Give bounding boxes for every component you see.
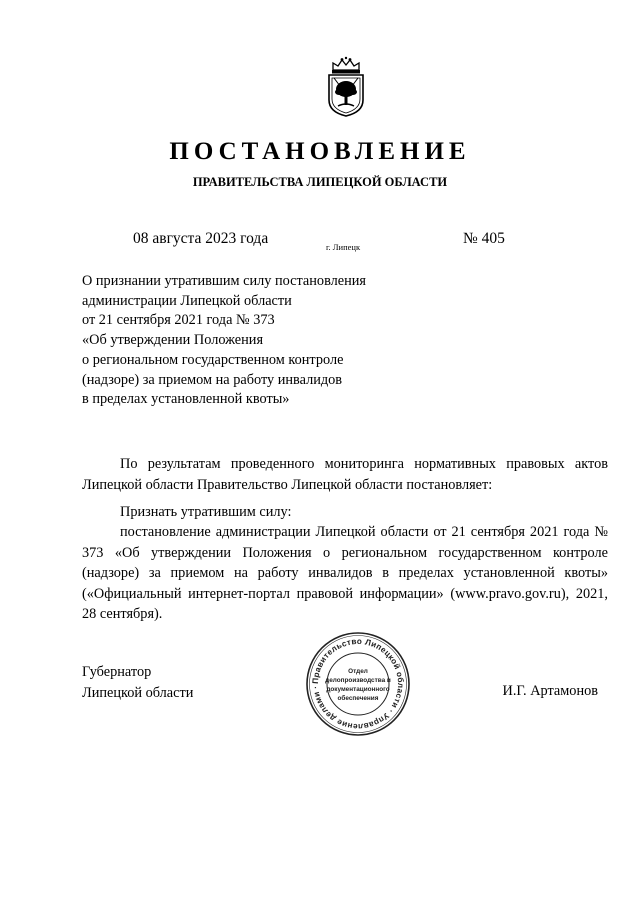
body-paragraph-1: По результатам проведенного мониторинга нормативных правовых актов Липецкой области Правительство Липецкой области постановляет:: [82, 456, 608, 493]
heading-line: О признании утратившим силу постановления: [82, 273, 366, 289]
heading-line: о региональном государственном контроле: [82, 351, 344, 368]
stamp-inner-line: обеспечения: [337, 695, 379, 702]
heading-line: в пределах установленной квоты»: [82, 391, 290, 408]
signer-position-line: Губернатор: [82, 664, 152, 680]
document-date: 08 августа 2023 года: [133, 230, 269, 247]
document-title: ПОСТАНОВЛЕНИЕ: [169, 138, 471, 165]
stamp-inner-line: документационного: [326, 686, 390, 693]
stamp-outer-text: Правительство Липецкой области · Управление делами ·: [310, 636, 406, 732]
signer-position-line: Липецкой области: [82, 685, 194, 701]
body-paragraph-2: Признать утратившим силу:: [120, 504, 292, 520]
coat-of-arms-icon: [324, 56, 368, 118]
official-stamp: [305, 631, 411, 737]
document-city: г. Липецк: [326, 242, 361, 252]
stamp-inner-line: Отдел: [348, 668, 368, 675]
heading-line: от 21 сентября 2021 года № 373: [82, 312, 275, 329]
stamp-inner-line: делопроизводства и: [325, 677, 391, 684]
heading-line: администрации Липецкой области: [82, 292, 292, 309]
document-heading: [82, 272, 412, 410]
heading-line: (надзоре) за приемом на работу инвалидов: [82, 371, 343, 388]
document-number: № 405: [463, 230, 505, 247]
body-paragraph-3: постановление администрации Липецкой области от 21 сентября 2021 года № 373 «Об утверждении Положения о региональном государственном контроле (надзоре) за приемом на работу инвалидов в пределах установленной квоты» («Официальный интернет-портал правовой информации» (www.pravo.gov.ru), 2021, 28 сентября).: [82, 524, 608, 622]
heading-line: «Об утверждении Положения: [82, 332, 264, 349]
signer-name: И.Г. Артамонов: [502, 683, 598, 699]
signer-position: [82, 662, 193, 704]
document-subtitle: ПРАВИТЕЛЬСТВА ЛИПЕЦКОЙ ОБЛАСТИ: [192, 175, 448, 189]
svg-text:Правительство Липецкой области: [311, 637, 406, 731]
